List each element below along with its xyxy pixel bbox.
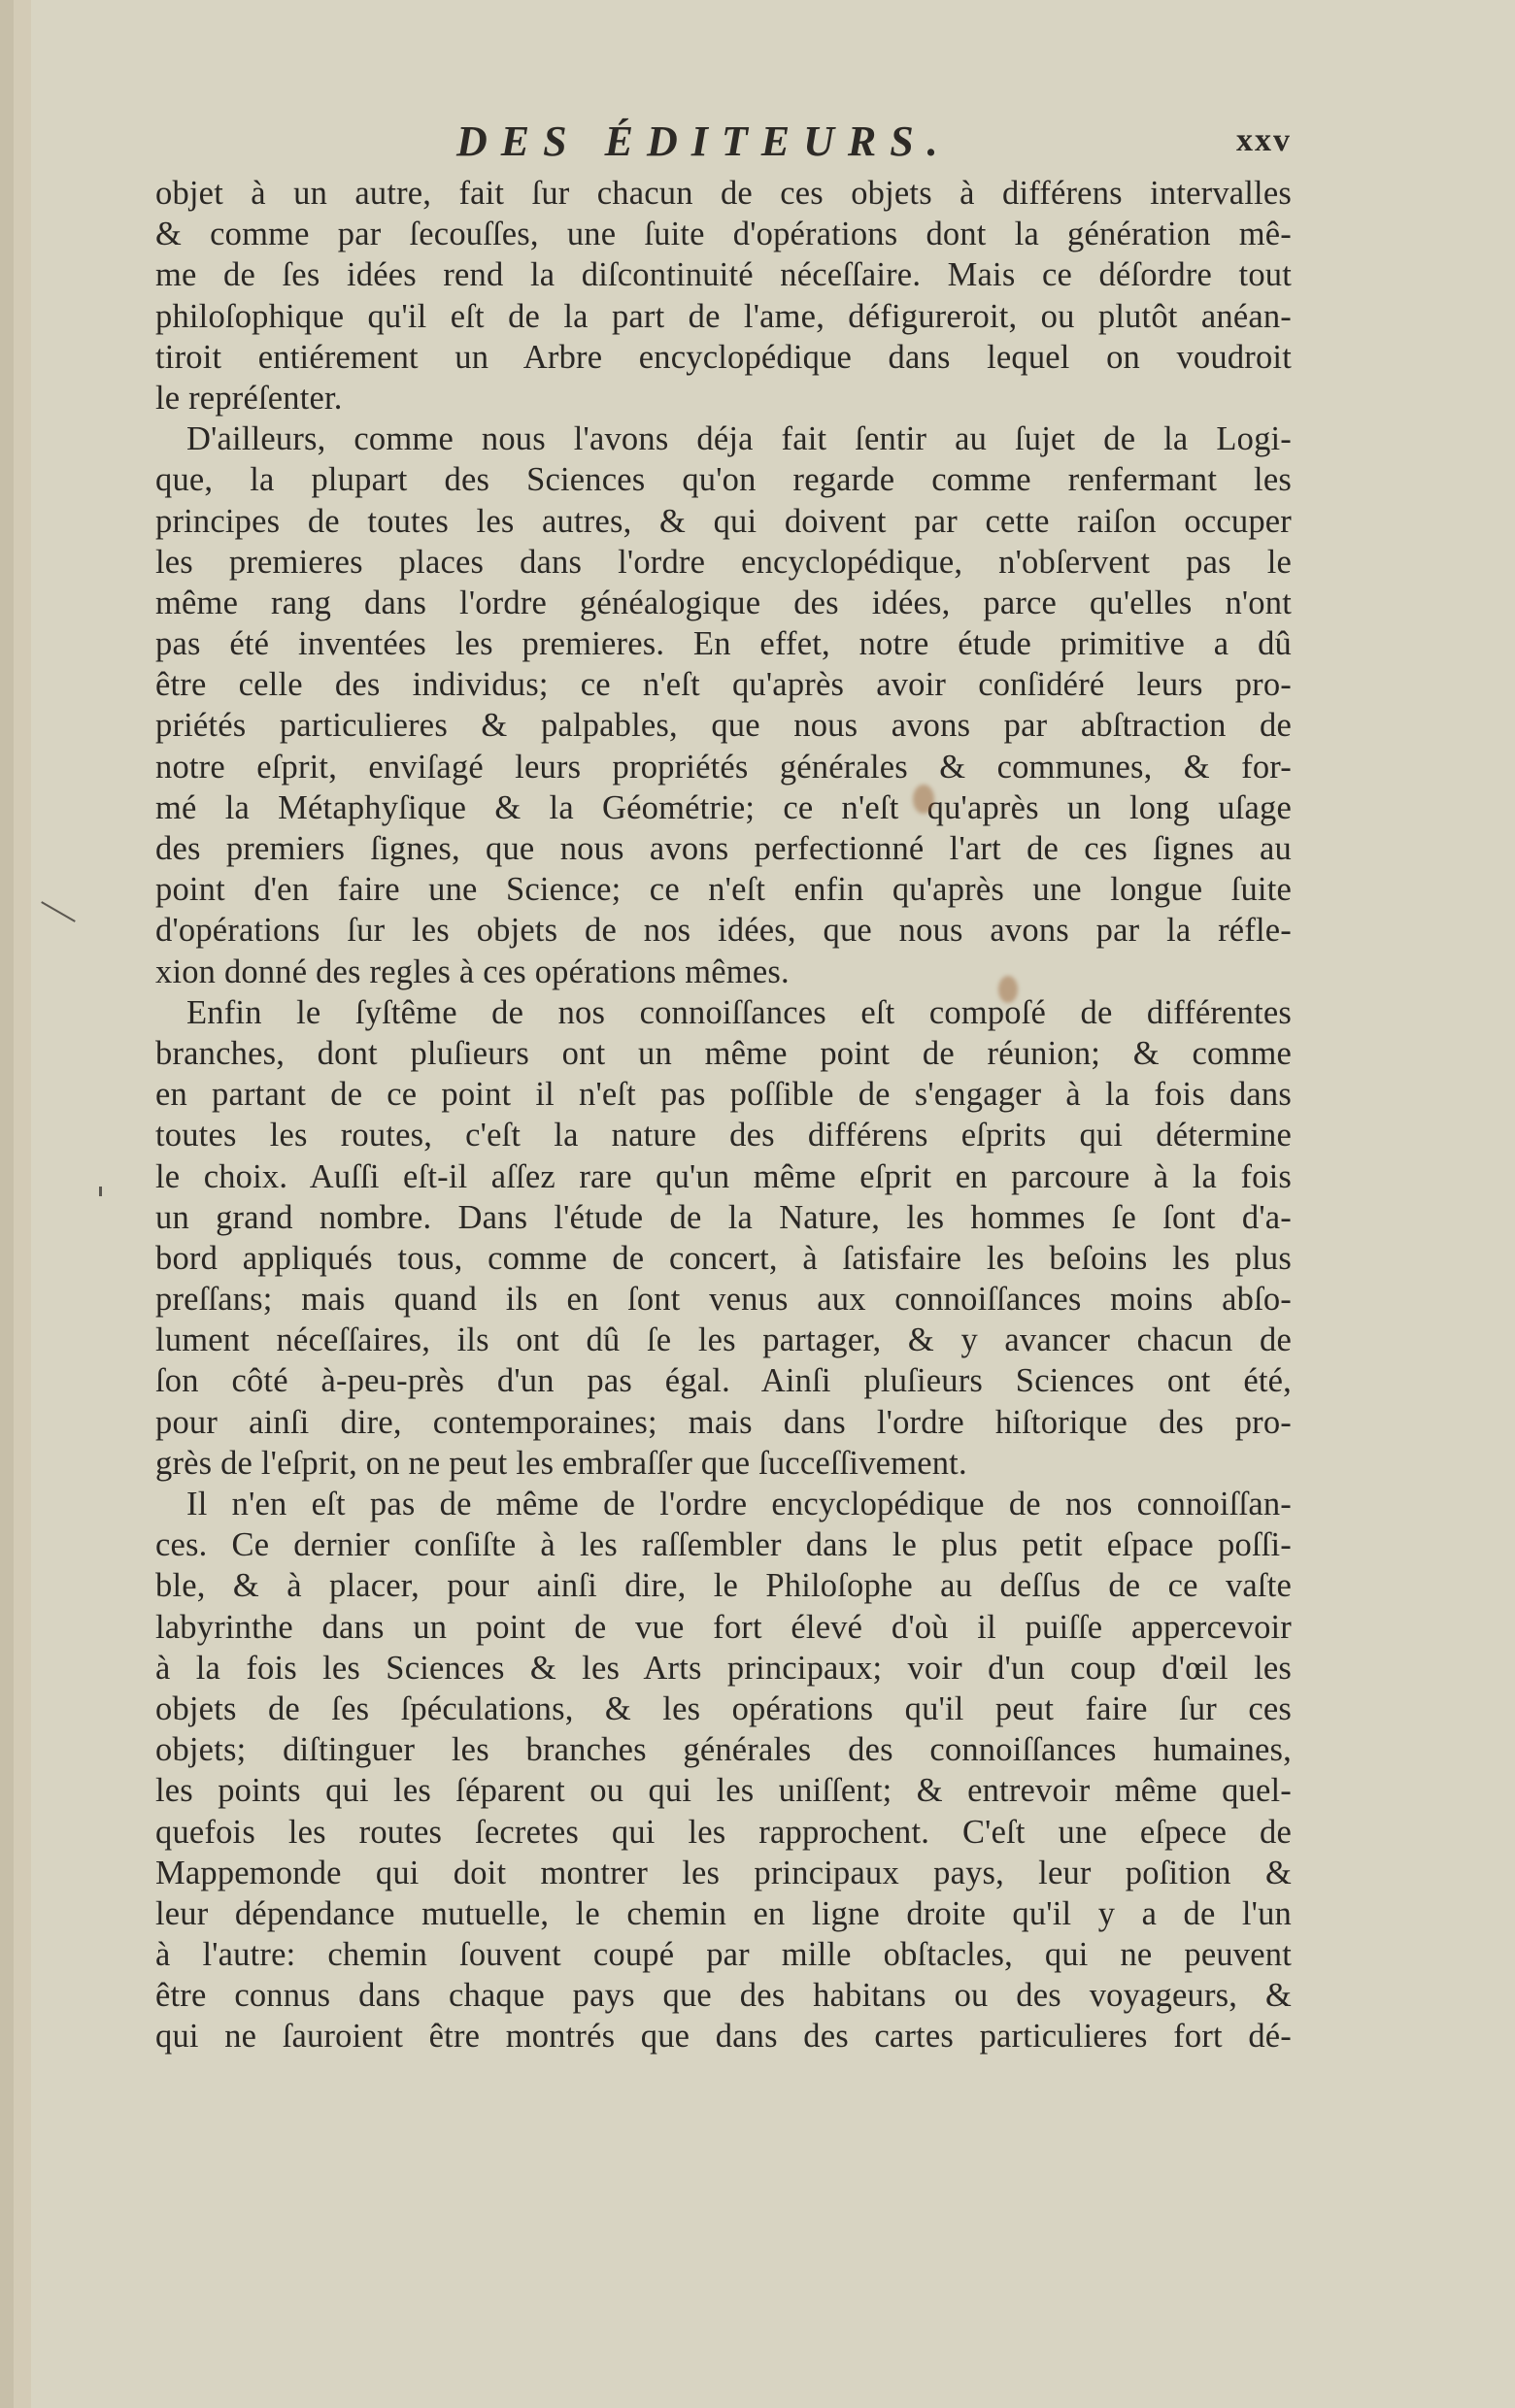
ink-stain bbox=[998, 976, 1018, 1003]
text-line: être celle des individus; ce n'eſt qu'après avoir conſidéré leurs pro- bbox=[155, 666, 1292, 704]
text-line: à l'autre: chemin ſouvent coupé par mille obſtacles, qui ne peuvent bbox=[155, 1936, 1292, 1974]
text-line: les premieres places dans l'ordre encyclopédique, n'obſervent pas le bbox=[155, 543, 1292, 581]
text-line: Enfin le ſyſtême de nos connoiſſances eſt compoſé de différentes bbox=[186, 993, 1292, 1031]
text-line: quefois les routes ſecretes qui les rapprochent. C'eſt une eſpece de bbox=[155, 1813, 1292, 1851]
text-line: le repréſenter. bbox=[155, 379, 343, 417]
text-line: leur dépendance mutuelle, le chemin en ligne droite qu'il y a de l'un bbox=[155, 1894, 1292, 1932]
text-line: mé la Métaphyſique & la Géométrie; ce n'eſt qu'après un long uſage bbox=[155, 788, 1292, 826]
text-line: ces. Ce dernier conſiſte à les raſſembler dans le plus petit eſpace poſſi- bbox=[155, 1526, 1292, 1564]
text-line: même rang dans l'ordre généalogique des idées, parce qu'elles n'ont bbox=[155, 584, 1292, 621]
text-line: Mappemonde qui doit montrer les principaux pays, leur poſition & bbox=[155, 1854, 1292, 1891]
text-line: principes de toutes les autres, & qui doivent par cette raiſon occuper bbox=[155, 502, 1292, 540]
text-line: pas été inventées les premieres. En effet, notre étude primitive a dû bbox=[155, 625, 1292, 663]
text-line: objets de ſes ſpéculations, & les opérations qu'il peut faire ſur ces bbox=[155, 1689, 1292, 1727]
text-line: priétés particulieres & palpables, que nous avons par abſtraction de bbox=[155, 707, 1292, 745]
text-line: en partant de ce point il n'eſt pas poſſible de s'engager à la fois dans bbox=[155, 1076, 1292, 1114]
running-title: DES ÉDITEURS. bbox=[456, 117, 952, 165]
text-line: bord appliqués tous, comme de concert, à ſatisfaire les beſoins les plus bbox=[155, 1239, 1292, 1277]
ink-stain bbox=[913, 785, 934, 814]
text-line: me de ſes idées rend la diſcontinuité néceſſaire. Mais ce déſordre tout bbox=[155, 256, 1292, 294]
text-line: qui ne ſauroient être montrés que dans des cartes particulieres fort dé- bbox=[155, 2018, 1292, 2056]
text-line: tiroit entiérement un Arbre encyclopédique dans lequel on voudroit bbox=[155, 338, 1292, 376]
body-text bbox=[155, 173, 1292, 2057]
text-line: être connus dans chaque pays que des habitans ou des voyageurs, & bbox=[155, 1977, 1292, 2015]
text-line: à la fois les Sciences & les Arts principaux; voir d'un coup d'œil les bbox=[155, 1649, 1292, 1687]
text-line: point d'en faire une Science; ce n'eſt enfin qu'après une longue ſuite bbox=[155, 871, 1292, 909]
text-line: des premiers ſignes, que nous avons perfectionné l'art de ces ſignes au bbox=[155, 830, 1292, 867]
text-line: Il n'en eſt pas de même de l'ordre encyclopédique de nos connoiſſan- bbox=[186, 1486, 1292, 1522]
text-line: grès de l'eſprit, on ne peut les embraſſer que ſucceſſivement. bbox=[155, 1444, 967, 1482]
text-line: labyrinthe dans un point de vue fort élevé d'où il puiſſe appercevoir bbox=[155, 1608, 1292, 1646]
text-line: objets; diſtinguer les branches générales des connoiſſances humaines, bbox=[155, 1731, 1292, 1769]
margin-dot bbox=[99, 1187, 102, 1196]
page-header bbox=[155, 117, 1292, 175]
text-line: un grand nombre. Dans l'étude de la Nature, les hommes ſe ſont d'a- bbox=[155, 1198, 1292, 1236]
text-line: pour ainſi dire, contemporaines; mais dans l'ordre hiſtorique des pro- bbox=[155, 1403, 1292, 1441]
page-number: xxv bbox=[1236, 122, 1292, 158]
text-line: notre eſprit, enviſagé leurs propriétés générales & communes, & for- bbox=[155, 748, 1292, 786]
text-line: D'ailleurs, comme nous l'avons déja fait ſentir au ſujet de la Logi- bbox=[186, 420, 1292, 458]
text-line: lument néceſſaires, ils ont dû ſe les partager, & y avancer chacun de bbox=[155, 1321, 1292, 1359]
text-line: d'opérations ſur les objets de nos idées, que nous avons par la réfle- bbox=[155, 912, 1292, 950]
text-line: le choix. Auſſi eſt-il aſſez rare qu'un même eſprit en parcoure à la fois bbox=[155, 1157, 1292, 1195]
text-line: toutes les routes, c'eſt la nature des différens eſprits qui détermine bbox=[155, 1117, 1292, 1154]
text-line: & comme par ſecouſſes, une ſuite d'opérations dont la génération mê- bbox=[155, 216, 1292, 253]
text-line: objet à un autre, fait ſur chacun de ces objets à différens intervalles bbox=[155, 175, 1292, 212]
text-line: philoſophique qu'il eſt de la part de l'ame, défigureroit, ou plutôt anéan- bbox=[155, 297, 1292, 335]
margin-mark bbox=[41, 901, 76, 922]
text-line: ble, & à placer, pour ainſi dire, le Philoſophe au deſſus de ce vaſte bbox=[155, 1567, 1292, 1605]
text-line: les points qui les ſéparent ou qui les uniſſent; & entrevoir même quel- bbox=[155, 1772, 1292, 1810]
text-line: ſon côté à-peu-près d'un pas égal. Ainſi pluſieurs Sciences ont été, bbox=[155, 1362, 1292, 1400]
text-line: que, la plupart des Sciences qu'on regarde comme renfermant les bbox=[155, 461, 1292, 499]
text-line: branches, dont pluſieurs ont un même point de réunion; & comme bbox=[155, 1034, 1292, 1072]
text-line: preſſans; mais quand ils en ſont venus aux connoiſſances moins abſo- bbox=[155, 1281, 1292, 1319]
text-line: xion donné des regles à ces opérations mêmes. bbox=[155, 953, 790, 990]
